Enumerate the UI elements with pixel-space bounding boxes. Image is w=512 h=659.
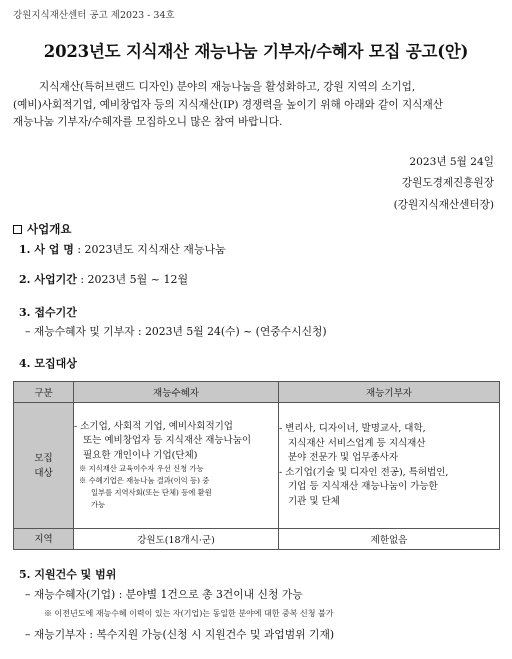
issuer-name: 강원도경제진흥원장 <box>401 177 494 189</box>
item-label: 3. 접수기간 <box>19 306 77 319</box>
announcement-date: 2023년 5월 24일 <box>409 156 494 168</box>
intro-line: 재능나눔 기부자/수혜자를 모집하오니 많은 참여 바랍니다. <box>13 116 283 128</box>
recipient-line: 필요한 개인이나 기업(단체) <box>83 449 198 461</box>
item-project-period <box>19 271 188 287</box>
table-row <box>14 403 500 529</box>
support-donor-detail: – 재능기부자 : 복수지원 가능(신청 시 지원건수 및 과업범위 기재) <box>25 628 335 641</box>
section-title: 사업개요 <box>27 222 72 236</box>
intro-paragraph <box>13 79 499 132</box>
recipient-cell <box>74 403 279 529</box>
column-header: 구분 <box>14 382 74 403</box>
item-support-scope <box>19 566 116 582</box>
row-label: 지역 <box>14 529 74 550</box>
table-header-row <box>14 382 500 403</box>
issuer-center: (강원지식재산센터장) <box>393 199 494 211</box>
item-label: 1. 사 업 명 <box>19 243 74 256</box>
notice-number: 강원지식재산센터 공고 제2023 - 34호 <box>13 10 175 21</box>
page-title: 2023년도 지식재산 재능나눔 기부자/수혜자 모집 공고(안) <box>43 42 469 61</box>
item-project-name <box>19 241 226 257</box>
donor-line: 기관 및 단체 <box>288 495 340 507</box>
donor-region-cell: 제한없음 <box>279 529 500 550</box>
square-outline-icon <box>13 225 22 234</box>
intro-line: (예비)사회적기업, 예비창업자 등의 지식재산(IP) 경쟁력을 높이기 위해 아래와 같이 지식재산 <box>13 98 443 111</box>
recipient-note: 가능 <box>91 500 106 510</box>
recruitment-target-table <box>13 381 500 550</box>
item-label: 4. 모집대상 <box>19 357 77 370</box>
intro-line: 지식재산(특허브랜드 디자인) 분야의 재능나눔을 활성화하고, 강원 지역의 소기업, <box>39 81 416 93</box>
item-recruitment-target <box>19 355 77 371</box>
item-label: 5. 지원건수 및 범위 <box>19 568 117 581</box>
recipient-note: 일부를 지역사회(또는 단체) 등에 환원 <box>91 488 212 498</box>
row-label <box>14 403 74 529</box>
row-label-line: 모집 <box>34 452 53 464</box>
section-heading <box>13 221 71 237</box>
support-note: ※ 이전년도에 재능수혜 이력이 있는 자(기업)는 동일한 분야에 대한 중복 신청 불가 <box>44 609 334 618</box>
donor-line: 분야 전문가 및 업무종사자 <box>288 452 399 463</box>
recipient-note: ※ 수혜기업은 재능나눔 결과(이익 등) 중 <box>79 476 210 486</box>
recipient-region-cell: 강원도(18개시·군) <box>74 529 279 550</box>
recipient-line: - 소기업, 사회적 기업, 예비사회적기업 <box>74 420 233 432</box>
donor-line: 기업 등 지식재산 재능나눔이 가능한 <box>288 481 438 492</box>
donor-cell <box>279 403 500 529</box>
donor-line: - 소기업(기술 및 디자인 전공), 특허법인, <box>279 466 449 478</box>
column-header: 재능기부자 <box>279 382 500 403</box>
item-application-period <box>19 304 77 320</box>
item-label: 2. 사업기간 <box>19 273 77 286</box>
recipient-note: ※ 지식재산 교육이수자 우선 신청 가능 <box>79 464 204 474</box>
donor-line: - 변리사, 디자이너, 발명교사, 대학, <box>279 423 426 434</box>
support-recipient-detail: – 재능수혜자(기업) : 분야별 1건으로 총 3건이내 신청 가능 <box>25 588 303 601</box>
column-header: 재능수혜자 <box>74 382 279 403</box>
recipient-line: 또는 예비창업자 등 지식재산 재능나눔이 <box>83 435 252 447</box>
item-value: : 2023년 5월 ~ 12월 <box>76 273 189 286</box>
application-period-detail: – 재능수혜자 및 기부자 : 2023년 5월 24(수) ~ (연중수시신청) <box>25 325 327 338</box>
table-row <box>14 529 500 550</box>
donor-line: 지식재산 서비스업계 등 지식재산 <box>288 437 426 449</box>
row-label-line: 대상 <box>34 467 53 479</box>
item-value: : 2023년도 지식재산 재능나눔 <box>73 243 226 256</box>
